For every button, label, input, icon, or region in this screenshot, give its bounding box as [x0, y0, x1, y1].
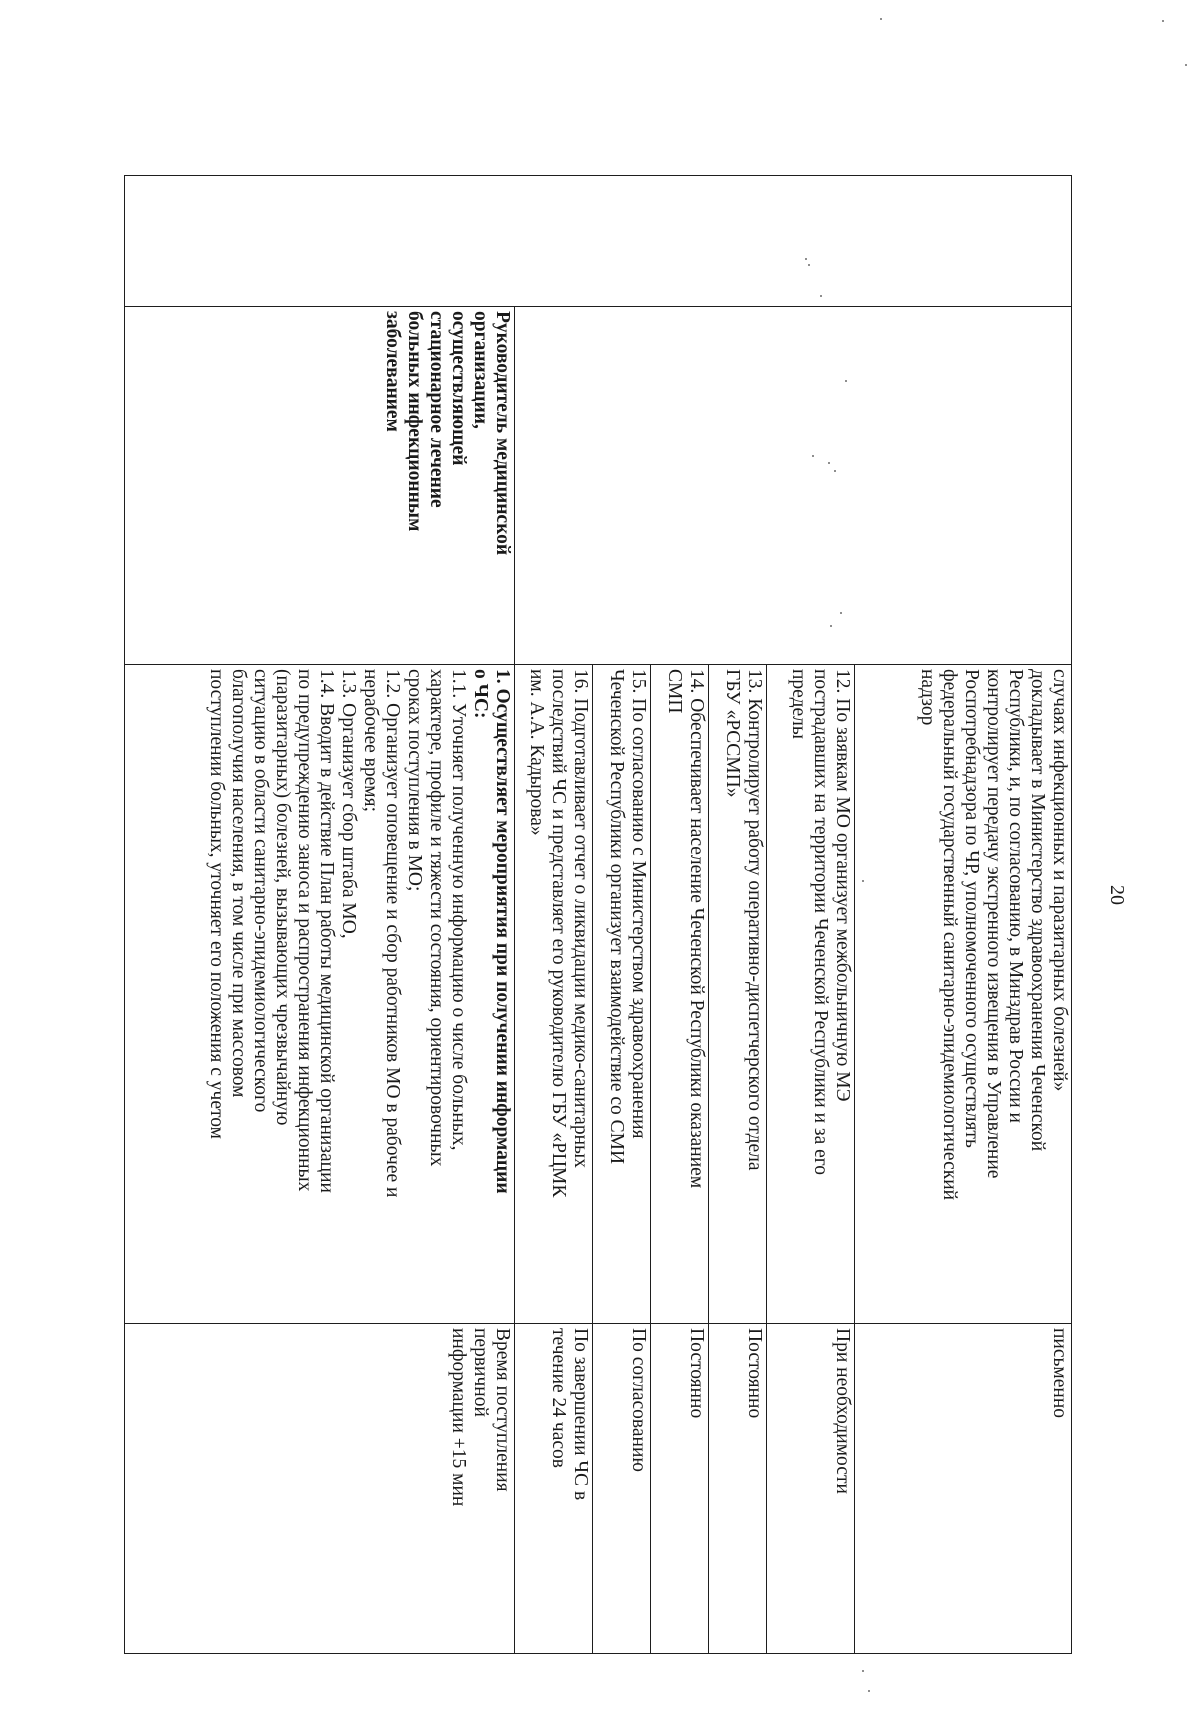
step-text-line: надзор — [916, 669, 938, 726]
steps-cell — [515, 665, 1072, 1324]
scan-dot — [1162, 20, 1164, 22]
actor-text-line: Руководитель медицинской — [492, 311, 513, 556]
table-row — [515, 176, 1072, 1654]
step-text-line: им. А.А. Кадырова» — [525, 669, 547, 836]
timing-block — [854, 1324, 1071, 1653]
page-number: 20 — [1106, 885, 1128, 905]
step-block — [708, 665, 766, 1323]
step-text-line: ГБУ «РССМП» — [721, 669, 743, 798]
action-text-line: 1.2. Организует оповещение и сбор работников МО в рабочее и — [381, 669, 403, 1198]
step-text-line: последствий ЧС и представляет его руководителю ГБУ «РЦМК — [547, 669, 569, 1198]
step-block — [650, 665, 708, 1323]
timing-text-line: первичной — [469, 1328, 491, 1417]
step-text-line: пределы — [787, 669, 809, 739]
action-text-line: по предупреждению заноса и распространения инфекционных — [293, 669, 315, 1192]
scan-dot — [1185, 64, 1187, 66]
actor-text-line: больных инфекционным — [403, 311, 425, 532]
timing-text-line: информации +15 мин — [447, 1328, 469, 1507]
step-text-line: Республики, и, по согласованию, в Минздрав России и — [1004, 669, 1026, 1123]
rotated-table-container — [126, 175, 1072, 1653]
action-text-line: 1.1. Уточняет полученную информацию о числе больных, — [447, 669, 469, 1151]
step-block — [854, 665, 1071, 1323]
actor-text-line: стационарное лечение — [425, 311, 447, 508]
action-text-line: (паразитарных) болезней, вызывающих чрезвычайную — [271, 669, 293, 1126]
timing-block — [515, 1324, 592, 1653]
timing-text-line: Постоянно — [744, 1328, 765, 1419]
scan-dot — [862, 1670, 864, 1672]
step-block — [766, 665, 854, 1323]
actor-text-line: организации, — [469, 311, 491, 429]
actor-text-line: осуществляющей — [447, 311, 469, 466]
step-text-line: 12. По заявкам МО организует межбольничную МЭ — [832, 669, 853, 1102]
action-text-line: благополучия населения, в том числе при массовом — [227, 669, 249, 1098]
actor-text-line: заболеванием — [381, 311, 403, 432]
timing-text-line: письменно — [1049, 1328, 1070, 1419]
timing-block — [592, 1324, 650, 1653]
timing-block — [650, 1324, 708, 1653]
timing-cell — [515, 1324, 1072, 1654]
timing-text-line: При необходимости — [832, 1328, 853, 1494]
step-text-line: СМП — [663, 669, 685, 714]
action-text-line: 1.3. Организует сбор штаба МО, — [337, 669, 359, 939]
timing-block — [766, 1324, 854, 1653]
step-text-line: пострадавших на территории Чеченской Республики и за его — [809, 669, 831, 1176]
timing-text-line: течение 24 часов — [547, 1328, 569, 1469]
section-heading: о ЧС: — [469, 669, 491, 719]
action-text-line: ситуацию в области санитарно-эпидемиологического — [249, 669, 271, 1113]
step-text-line: 15. По согласованию с Министерством здравоохранения — [628, 669, 649, 1139]
timing-text-line: По согласованию — [628, 1328, 649, 1472]
actor-cell-empty — [515, 307, 1072, 665]
response-plan-table — [124, 175, 1072, 1654]
step-block — [592, 665, 650, 1323]
step-text-line: контролирует передачу экстренного извещения в Управление — [982, 669, 1004, 1179]
actions-cell — [125, 665, 515, 1324]
step-text-line: случаях инфекционных и паразитарных болезней» — [1049, 669, 1070, 1092]
action-text-line: характере, профиле и тяжести состояния, ориентировочных — [425, 669, 447, 1167]
step-text-line: 13. Контролирует работу оперативно-диспетчерского отдела — [744, 669, 765, 1171]
timing-text-line: Постоянно — [686, 1328, 707, 1419]
timing-cell — [125, 1324, 515, 1654]
scan-dot — [880, 18, 882, 20]
step-text-line: федеральный государственный санитарно-эпидемиологический — [938, 669, 960, 1201]
timing-text-line: По завершении ЧС в — [570, 1328, 591, 1501]
table-row — [125, 176, 515, 1654]
step-text-line: 16. Подготавливает отчет о ликвидации медико-санитарных — [570, 669, 591, 1168]
action-text-line: сроках поступления в МО; — [403, 669, 425, 892]
empty-number-column — [125, 176, 1072, 307]
step-text-line: докладывает в Министерство здравоохранения Чеченской — [1026, 669, 1048, 1152]
action-text-line: нерабочее время; — [359, 669, 381, 812]
timing-block — [708, 1324, 766, 1653]
timing-text-line: Время поступления — [492, 1328, 513, 1492]
section-heading: 1. Осуществляет мероприятия при получении информации — [492, 669, 513, 1194]
scan-dot — [868, 1690, 870, 1692]
step-text-line: Роспотребнадзора по ЧР, уполномоченного осуществлять — [960, 669, 982, 1148]
action-text-line: поступлении больных, уточняет его положения с учетом — [205, 669, 227, 1139]
action-text-line: 1.4. Вводит в действие План работы медицинской организации — [315, 669, 337, 1193]
step-block — [515, 665, 592, 1323]
step-text-line: 14. Обеспечивает население Чеченской Республики оказанием — [686, 669, 707, 1189]
step-text-line: Чеченской Республики организует взаимодействие со СМИ — [605, 669, 627, 1165]
actor-cell — [125, 307, 515, 665]
